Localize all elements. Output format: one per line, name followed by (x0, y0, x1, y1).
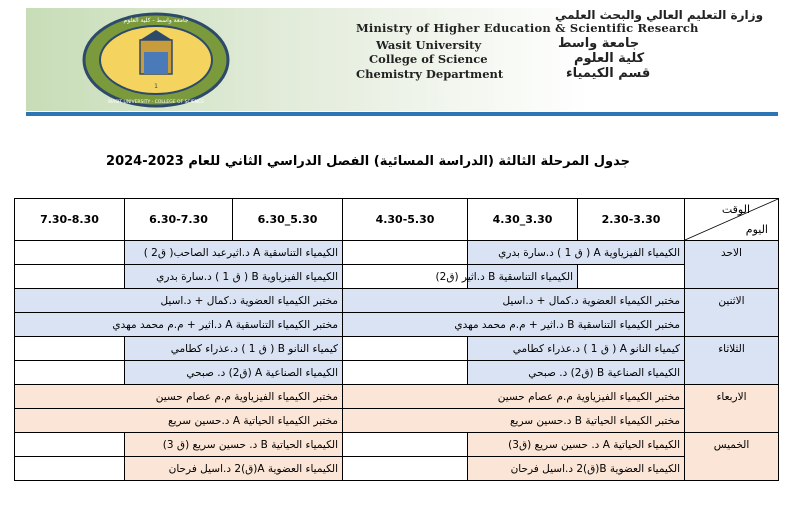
class-cell: الكيمياء التناسقية B د.اثير (ق2) (468, 265, 578, 289)
day-cell: الاربعاء (685, 385, 779, 433)
table-row (15, 313, 779, 337)
time-header: 3.30_4.30 (468, 199, 578, 241)
time-header: 7.30-8.30 (15, 199, 125, 241)
day-cell: الخميس (685, 433, 779, 481)
class-cell: الكيمياء العضوية A(ق)2 د.اسيل فرحان (125, 457, 343, 481)
class-cell: الكيمياء الحياتية A د. حسين سريع (ق3) (468, 433, 685, 457)
class-cell: مختبر الكيمياء العضوية د.كمال + د.اسيل (343, 289, 685, 313)
empty-cell (343, 433, 468, 457)
table-row (15, 241, 779, 265)
table-row (15, 457, 779, 481)
page-title: جدول المرحلة الثالثة (الدراسة المسائية) الفصل الدراسي الثاني للعام 2023-2024 (106, 154, 630, 169)
table-header-row (15, 199, 779, 241)
college-en: College of Science (369, 52, 488, 66)
class-cell: الكيمياء الصناعية A (ق2) د. صبحي (125, 361, 343, 385)
table-row (15, 289, 779, 313)
empty-cell (343, 457, 468, 481)
class-cell: مختبر الكيمياء الحياتية B د.حسين سريع (343, 409, 685, 433)
ministry-ar: وزارة التعليم العالي والبحث العلمي (555, 8, 764, 22)
table-row (15, 337, 779, 361)
class-cell: مختبر الكيمياء الفيزياوية م.م عصام حسين (15, 385, 343, 409)
empty-cell (15, 337, 125, 361)
time-header: 6.30-7.30 (125, 199, 233, 241)
university-en: Wasit University (376, 38, 482, 52)
department-en: Chemistry Department (356, 67, 504, 81)
class-cell: مختبر الكيمياء التناسقية A د.اثير + م.م محمد مهدي (15, 313, 343, 337)
empty-cell (15, 265, 125, 289)
empty-cell (15, 433, 125, 457)
empty-cell (343, 241, 468, 265)
empty-cell (15, 241, 125, 265)
corner-day-label: اليوم (745, 223, 768, 236)
time-header: 2.30-3.30 (578, 199, 685, 241)
time-header: 5.30_6.30 (233, 199, 343, 241)
class-cell: الكيمياء الفيزياوية B ( ق 1 ) د.سارة بدري (125, 265, 343, 289)
class-cell: الكيمياء الحياتية B د. حسين سريع (ق 3) (125, 433, 343, 457)
day-cell: الاحد (685, 241, 779, 289)
empty-cell (343, 361, 468, 385)
corner-cell (685, 199, 779, 241)
class-cell: الكيمياء الفيزياوية A ( ق 1 ) د.سارة بدري (468, 241, 685, 265)
class-cell: مختبر الكيمياء الفيزياوية م.م عصام حسين (343, 385, 685, 409)
class-cell: كيمياء النانو A ( ق 1 ) د.عذراء كطامي (468, 337, 685, 361)
empty-cell (15, 361, 125, 385)
table-row (15, 385, 779, 409)
header-divider (26, 112, 778, 116)
table-row (15, 409, 779, 433)
logo-center-text: 1 (154, 83, 158, 90)
class-cell: مختبر الكيمياء العضوية د.كمال + د.اسيل (15, 289, 343, 313)
logo-ring-top: جامعة واسط - كلية العلوم (123, 17, 189, 24)
day-cell: الاثنين (685, 289, 779, 337)
ministry-en: Ministry of Higher Education & Scientific Research (356, 21, 699, 35)
empty-cell (343, 337, 468, 361)
class-cell: كيمياء النانو B ( ق 1 ) د.عذراء كطامي (125, 337, 343, 361)
table-row (15, 433, 779, 457)
class-cell: مختبر الكيمياء التناسقية B د.اثير + م.م محمد مهدي (343, 313, 685, 337)
corner-time-label: الوقت (721, 203, 750, 216)
department-ar: قسم الكيمياء (566, 66, 651, 81)
university-logo (82, 12, 230, 108)
class-cell: الكيمياء العضوية B(ق)2 د.اسيل فرحان (468, 457, 685, 481)
class-cell: الكيمياء الصناعية B (ق2) د. صبحي (468, 361, 685, 385)
university-ar: جامعة واسط (558, 36, 640, 51)
table-row (15, 361, 779, 385)
empty-cell (15, 457, 125, 481)
class-cell: مختبر الكيمياء الحياتية A د.حسين سريع (15, 409, 343, 433)
time-header: 4.30-5.30 (343, 199, 468, 241)
college-ar: كلية العلوم (574, 51, 645, 66)
empty-cell (578, 265, 685, 289)
schedule-table (14, 198, 779, 481)
day-cell: الثلاثاء (685, 337, 779, 385)
logo-ring-bottom: WASIT UNIVERSITY - COLLEGE OF SCIENCE (107, 100, 205, 105)
table-row (15, 265, 779, 289)
class-cell: الكيمياء التناسقية A د.اثيرعبد الصاحب( ق2 ) (125, 241, 343, 265)
